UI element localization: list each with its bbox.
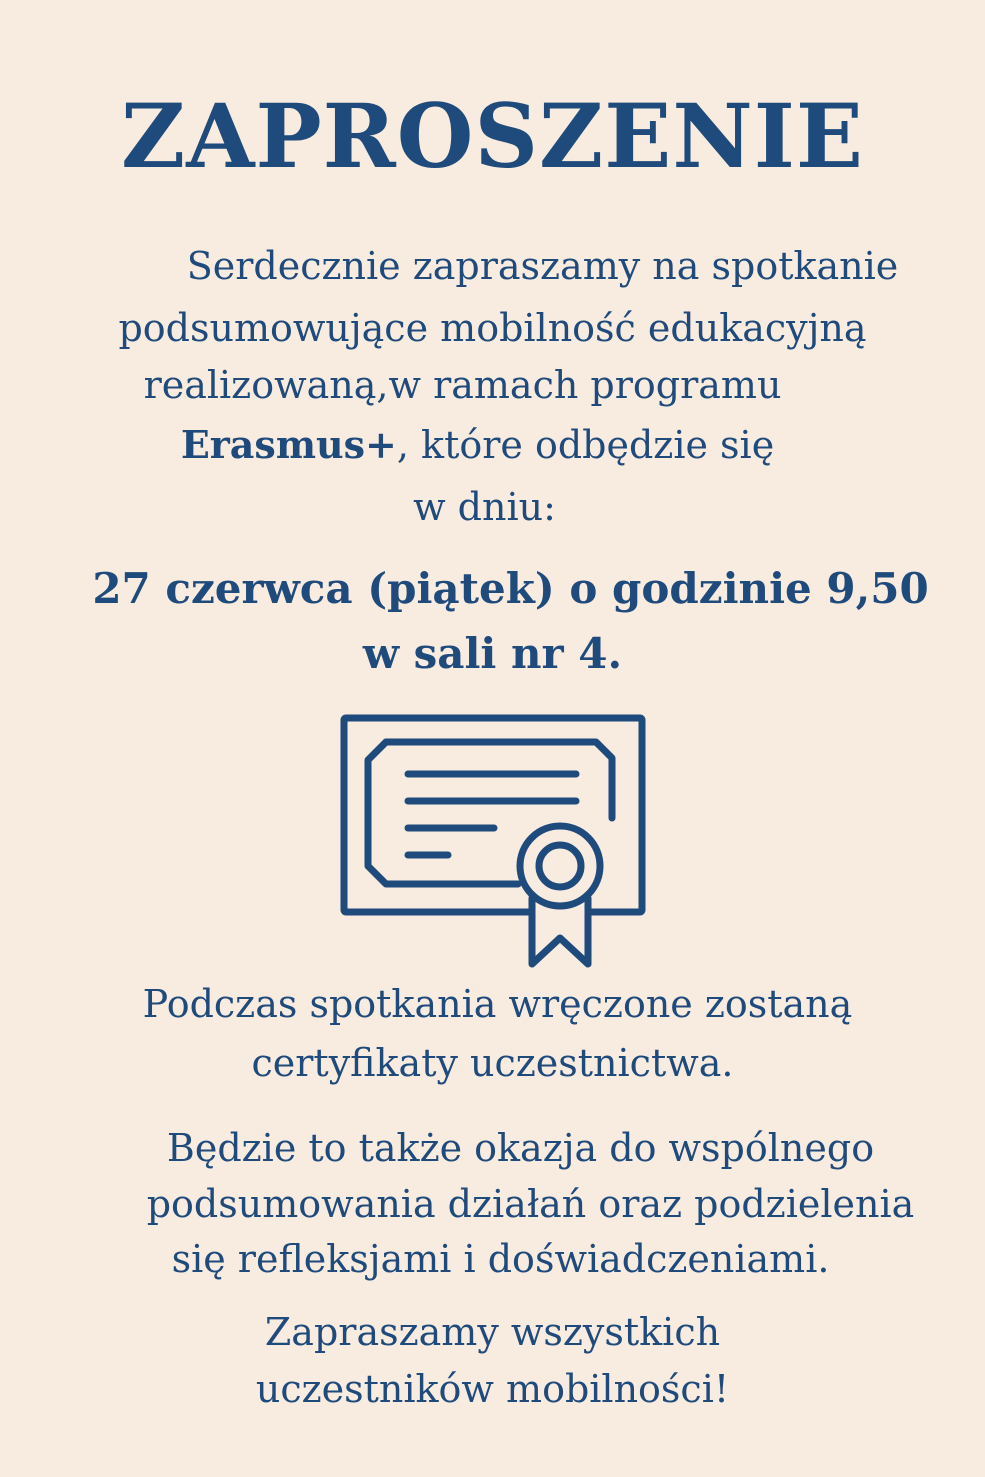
summary-line-1: Będzie to także okazja do wspólnego: [166, 1126, 875, 1170]
invitation-title: ZAPROSZENIE: [120, 84, 864, 188]
certificates-line-1: Podczas spotkania wręczone zostaną: [142, 982, 853, 1026]
intro-line-3: realizowaną,w ramach programu: [143, 363, 782, 407]
intro-line-5: w dniu:: [413, 485, 556, 529]
certificates-line-2: certyfikaty uczestnictwa.: [251, 1041, 734, 1085]
intro-line-2: podsumowujące mobilność edukacyjną: [118, 306, 867, 350]
certificate-icon: [340, 714, 646, 970]
summary-line-3: się refleksjami i doświadczeniami.: [171, 1237, 830, 1281]
event-date-line: 27 czerwca (piątek) o godzinie 9,50: [92, 564, 929, 613]
closing-line-2: uczestników mobilności!: [255, 1367, 730, 1411]
intro-line-4-rest: , które odbędzie się: [396, 423, 775, 467]
closing-line-1: Zapraszamy wszystkich: [264, 1310, 721, 1354]
program-name: Erasmus+: [180, 422, 397, 467]
event-room-line: w sali nr 4.: [362, 629, 623, 678]
intro-line-1: Serdecznie zapraszamy na spotkanie: [186, 244, 899, 288]
summary-line-2: podsumowania działań oraz podzielenia: [146, 1182, 915, 1226]
intro-line-4: [0, 422, 970, 467]
